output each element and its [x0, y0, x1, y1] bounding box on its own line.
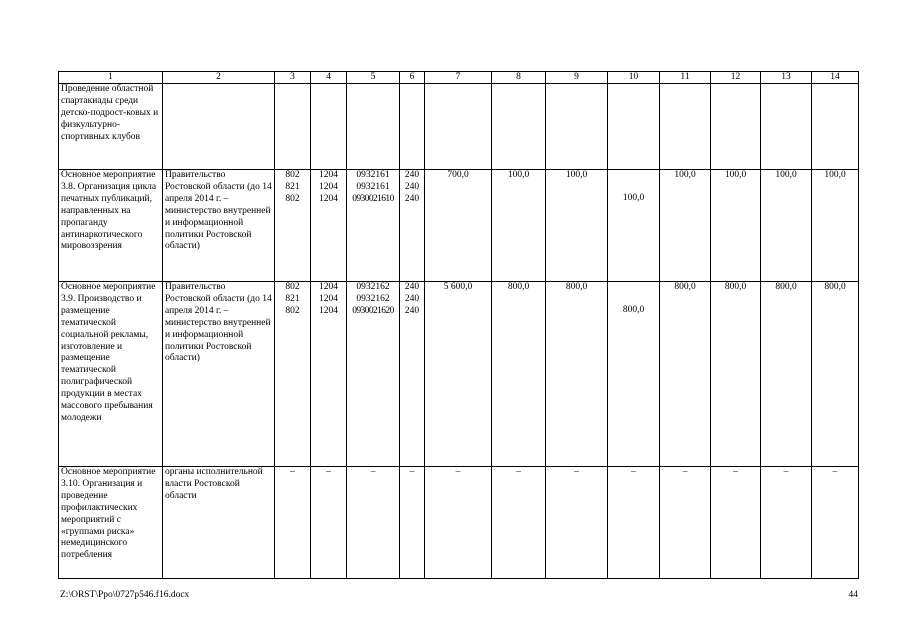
year-cell: [546, 84, 608, 170]
activity-name-cell: [59, 282, 163, 467]
csr-cell: [347, 84, 400, 170]
year-cell: 100,0: [608, 170, 660, 282]
activity-name: Основное мероприятие 3.10. Организация и проведение профилактических мероприятий с «группами риска» немедицинского потребления: [61, 467, 156, 561]
budget-table: [58, 71, 859, 579]
grbs-cell: [275, 84, 311, 170]
year-cell: 100,0: [761, 170, 812, 282]
year-cell: 800,0: [546, 282, 608, 467]
year-cell: 800,0: [761, 282, 812, 467]
vr-cell: [400, 84, 425, 170]
table-row: [59, 467, 859, 579]
column-header: 9: [546, 72, 608, 84]
column-header: 13: [761, 72, 812, 84]
column-header: 11: [660, 72, 711, 84]
column-header: 2: [163, 72, 275, 84]
rzpr-cell: [311, 84, 347, 170]
executor-cell: [163, 282, 275, 467]
year-cell: 800,0: [660, 282, 711, 467]
activity-name: Основное мероприятие 3.8. Организация цикла печатных публикаций, направленных на пропаганду антинаркотического мировоззрения: [61, 170, 157, 252]
column-header: 12: [711, 72, 761, 84]
executor-name: Правительство Ростовской области (до 14 апреля 2014 г. – министерство внутренней и информационной политики Ростовской области): [165, 282, 272, 364]
activity-name: Основное мероприятие 3.9. Производство и размещение тематической социальной рекламы, изготовление и размещение тематической полиграфической продукции в местах массового пребывания молодежи: [61, 282, 156, 423]
column-header: 8: [492, 72, 546, 84]
column-header: 4: [311, 72, 347, 84]
year-cell: [660, 84, 711, 170]
executor-name: Правительство Ростовской области (до 14 апреля 2014 г. – министерство внутренней и информационной политики Ростовской области): [165, 170, 272, 252]
column-header: 3: [275, 72, 311, 84]
executor-cell: [163, 84, 275, 170]
column-header: 6: [400, 72, 425, 84]
column-header: 14: [812, 72, 859, 84]
year-cell: [492, 84, 546, 170]
year-cell: [608, 84, 660, 170]
total-cell: 5 600,0: [425, 282, 492, 467]
year-cell: [812, 84, 859, 170]
csr-cell: 0932162 0932162 0930021620: [347, 282, 400, 467]
year-cell: 100,0: [546, 170, 608, 282]
year-cell: [711, 84, 761, 170]
year-cell: –: [761, 467, 812, 579]
activity-name-cell: [59, 84, 163, 170]
total-cell: [425, 84, 492, 170]
column-header: 10: [608, 72, 660, 84]
footer-file-path: Z:\ORST\Ppo\0727p546.f16.docx: [60, 590, 190, 600]
table-row: [59, 170, 859, 282]
executor-name: органы исполнительной власти Ростовской области: [165, 467, 263, 501]
year-cell: 800,0: [711, 282, 761, 467]
csr-cell: 0932161 0932161 0930021610: [347, 170, 400, 282]
year-cell: 800,0: [492, 282, 546, 467]
activity-name-cell: [59, 170, 163, 282]
csr-cell: –: [347, 467, 400, 579]
year-cell: –: [711, 467, 761, 579]
activity-name: Проведение областной спартакиады среди детско-подрост-ковых и физкультурно-спортивных клубов: [61, 84, 159, 142]
vr-cell: –: [400, 467, 425, 579]
year-cell: –: [492, 467, 546, 579]
executor-cell: [163, 467, 275, 579]
rzpr-cell: 1204 1204 1204: [311, 282, 347, 467]
total-cell: –: [425, 467, 492, 579]
column-header: 7: [425, 72, 492, 84]
rzpr-cell: 1204 1204 1204: [311, 170, 347, 282]
year-cell: 100,0: [492, 170, 546, 282]
column-header: 5: [347, 72, 400, 84]
year-cell: 800,0: [608, 282, 660, 467]
executor-cell: [163, 170, 275, 282]
total-cell: 700,0: [425, 170, 492, 282]
table-header-row: [59, 72, 859, 84]
table-row: [59, 84, 859, 170]
column-header: 1: [59, 72, 163, 84]
year-cell: 800,0: [812, 282, 859, 467]
vr-cell: 240 240 240: [400, 282, 425, 467]
year-cell: –: [608, 467, 660, 579]
grbs-cell: –: [275, 467, 311, 579]
grbs-cell: 802 821 802: [275, 282, 311, 467]
year-cell: 100,0: [660, 170, 711, 282]
grbs-cell: 802 821 802: [275, 170, 311, 282]
vr-cell: 240 240 240: [400, 170, 425, 282]
year-cell: [761, 84, 812, 170]
table-row: [59, 282, 859, 467]
rzpr-cell: –: [311, 467, 347, 579]
year-cell: –: [812, 467, 859, 579]
year-cell: 100,0: [812, 170, 859, 282]
year-cell: 100,0: [711, 170, 761, 282]
year-cell: –: [660, 467, 711, 579]
page-number: 44: [848, 590, 858, 600]
year-cell: –: [546, 467, 608, 579]
activity-name-cell: [59, 467, 163, 579]
